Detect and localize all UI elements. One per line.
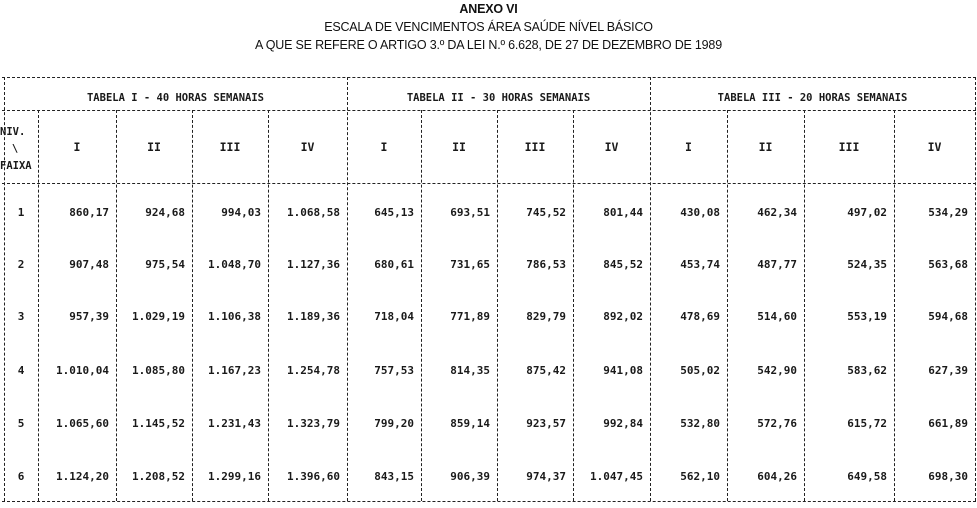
table-cell: 1.127,36 bbox=[287, 258, 340, 271]
table-cell: 1.048,70 bbox=[208, 258, 261, 271]
table-cell: 906,39 bbox=[450, 470, 490, 483]
table-cell: 731,65 bbox=[450, 258, 490, 271]
column-header: I bbox=[685, 140, 692, 154]
table-cell: 563,68 bbox=[928, 258, 968, 271]
table-cell: 745,52 bbox=[526, 206, 566, 219]
table-rule-vertical bbox=[975, 77, 976, 501]
table-cell: 1.189,36 bbox=[287, 310, 340, 323]
table-group-header: TABELA III - 20 HORAS SEMANAIS bbox=[717, 92, 908, 104]
column-header: IV bbox=[927, 140, 942, 154]
table-cell: 505,02 bbox=[680, 364, 720, 377]
row-level: 2 bbox=[17, 258, 25, 271]
table-cell: 757,53 bbox=[374, 364, 414, 377]
row-header-line: NIV. bbox=[0, 126, 26, 138]
table-cell: 1.010,04 bbox=[56, 364, 109, 377]
table-rule-vertical bbox=[894, 110, 895, 501]
row-header-label bbox=[0, 124, 30, 175]
column-header: IV bbox=[300, 140, 315, 154]
table-cell: 698,30 bbox=[928, 470, 968, 483]
table-rule-vertical bbox=[192, 110, 193, 501]
table-cell: 1.145,52 bbox=[132, 417, 185, 430]
table-cell: 487,77 bbox=[757, 258, 797, 271]
row-level: 5 bbox=[17, 417, 25, 430]
column-header: III bbox=[524, 140, 546, 154]
table-cell: 814,35 bbox=[450, 364, 490, 377]
column-header: I bbox=[73, 140, 81, 154]
row-header-line: \ bbox=[11, 143, 19, 155]
table-rule-vertical bbox=[804, 110, 805, 501]
table-rule-horizontal bbox=[2, 77, 976, 78]
table-cell: 859,14 bbox=[450, 417, 490, 430]
column-header: IV bbox=[604, 140, 619, 154]
table-cell: 1.167,23 bbox=[208, 364, 261, 377]
table-rule-horizontal bbox=[2, 501, 976, 502]
table-cell: 1.254,78 bbox=[287, 364, 340, 377]
table-cell: 532,80 bbox=[680, 417, 720, 430]
table-rule-vertical bbox=[497, 110, 498, 501]
document-subtitle: A QUE SE REFERE O ARTIGO 3.º DA LEI N.º 6.628, DE 27 DE DEZEMBRO DE 1989 bbox=[255, 38, 722, 52]
table-cell: 994,03 bbox=[221, 206, 261, 219]
table-cell: 453,74 bbox=[680, 258, 720, 271]
annex-label: ANEXO VI bbox=[459, 2, 518, 16]
table-cell: 1.068,58 bbox=[287, 206, 340, 219]
table-cell: 524,35 bbox=[847, 258, 887, 271]
table-cell: 801,44 bbox=[603, 206, 643, 219]
table-rule-vertical bbox=[727, 110, 728, 501]
table-rule-vertical bbox=[573, 110, 574, 501]
table-cell: 843,15 bbox=[374, 470, 414, 483]
table-cell: 627,39 bbox=[928, 364, 968, 377]
column-header: I bbox=[380, 140, 388, 154]
table-cell: 1.323,79 bbox=[287, 417, 340, 430]
table-group-header: TABELA II - 30 HORAS SEMANAIS bbox=[406, 92, 591, 104]
table-cell: 1.085,80 bbox=[132, 364, 185, 377]
row-header-line: FAIXA bbox=[0, 160, 32, 172]
table-cell: 1.065,60 bbox=[56, 417, 109, 430]
table-cell: 786,53 bbox=[526, 258, 566, 271]
table-cell: 875,42 bbox=[526, 364, 566, 377]
table-cell: 645,13 bbox=[374, 206, 414, 219]
table-cell: 860,17 bbox=[69, 206, 109, 219]
table-cell: 1.124,20 bbox=[56, 470, 109, 483]
column-header: II bbox=[147, 140, 161, 154]
table-cell: 594,68 bbox=[928, 310, 968, 323]
table-cell: 553,19 bbox=[847, 310, 887, 323]
document-header bbox=[0, 0, 977, 54]
row-level: 3 bbox=[17, 310, 25, 323]
table-rule-vertical bbox=[421, 110, 422, 501]
table-cell: 430,08 bbox=[680, 206, 720, 219]
table-cell: 907,48 bbox=[69, 258, 109, 271]
row-level: 6 bbox=[17, 470, 25, 483]
table-cell: 924,68 bbox=[145, 206, 185, 219]
table-cell: 1.208,52 bbox=[132, 470, 185, 483]
table-cell: 693,51 bbox=[450, 206, 490, 219]
table-cell: 562,10 bbox=[680, 470, 720, 483]
column-header: III bbox=[838, 140, 860, 154]
table-rule-vertical bbox=[268, 110, 269, 501]
table-rule-vertical bbox=[116, 110, 117, 501]
table-cell: 478,69 bbox=[680, 310, 720, 323]
table-cell: 615,72 bbox=[847, 417, 887, 430]
table-cell: 1.047,45 bbox=[590, 470, 643, 483]
table-cell: 1.231,43 bbox=[208, 417, 261, 430]
table-cell: 497,02 bbox=[847, 206, 887, 219]
table-cell: 604,26 bbox=[757, 470, 797, 483]
table-rule-horizontal bbox=[2, 183, 976, 184]
table-rule-vertical bbox=[38, 110, 39, 501]
table-cell: 534,29 bbox=[928, 206, 968, 219]
table-cell: 1.396,60 bbox=[287, 470, 340, 483]
table-cell: 649,58 bbox=[847, 470, 887, 483]
table-cell: 992,84 bbox=[603, 417, 643, 430]
table-cell: 941,08 bbox=[603, 364, 643, 377]
table-cell: 845,52 bbox=[603, 258, 643, 271]
document-title: ESCALA DE VENCIMENTOS ÁREA SAÚDE NÍVEL BÁSICO bbox=[324, 20, 653, 34]
table-cell: 975,54 bbox=[145, 258, 185, 271]
table-cell: 1.106,38 bbox=[208, 310, 261, 323]
row-level: 1 bbox=[17, 206, 25, 219]
table-cell: 462,34 bbox=[757, 206, 797, 219]
column-header: II bbox=[758, 140, 773, 154]
table-cell: 799,20 bbox=[374, 417, 414, 430]
table-cell: 661,89 bbox=[928, 417, 968, 430]
table-group-header: TABELA I - 40 HORAS SEMANAIS bbox=[86, 92, 264, 104]
table-cell: 1.029,19 bbox=[132, 310, 185, 323]
table-cell: 771,89 bbox=[450, 310, 490, 323]
column-header: III bbox=[219, 140, 241, 154]
table-rule-horizontal bbox=[2, 110, 976, 111]
table-cell: 974,37 bbox=[526, 470, 566, 483]
table-cell: 923,57 bbox=[526, 417, 566, 430]
table-cell: 829,79 bbox=[526, 310, 566, 323]
table-cell: 1.299,16 bbox=[208, 470, 261, 483]
table-cell: 680,61 bbox=[374, 258, 414, 271]
table-cell: 542,90 bbox=[757, 364, 797, 377]
table-cell: 572,76 bbox=[757, 417, 797, 430]
table-cell: 514,60 bbox=[757, 310, 797, 323]
table-cell: 957,39 bbox=[69, 310, 109, 323]
table-cell: 583,62 bbox=[847, 364, 887, 377]
row-level: 4 bbox=[17, 364, 25, 377]
table-cell: 892,02 bbox=[603, 310, 643, 323]
table-cell: 718,04 bbox=[374, 310, 414, 323]
column-header: II bbox=[452, 140, 466, 154]
